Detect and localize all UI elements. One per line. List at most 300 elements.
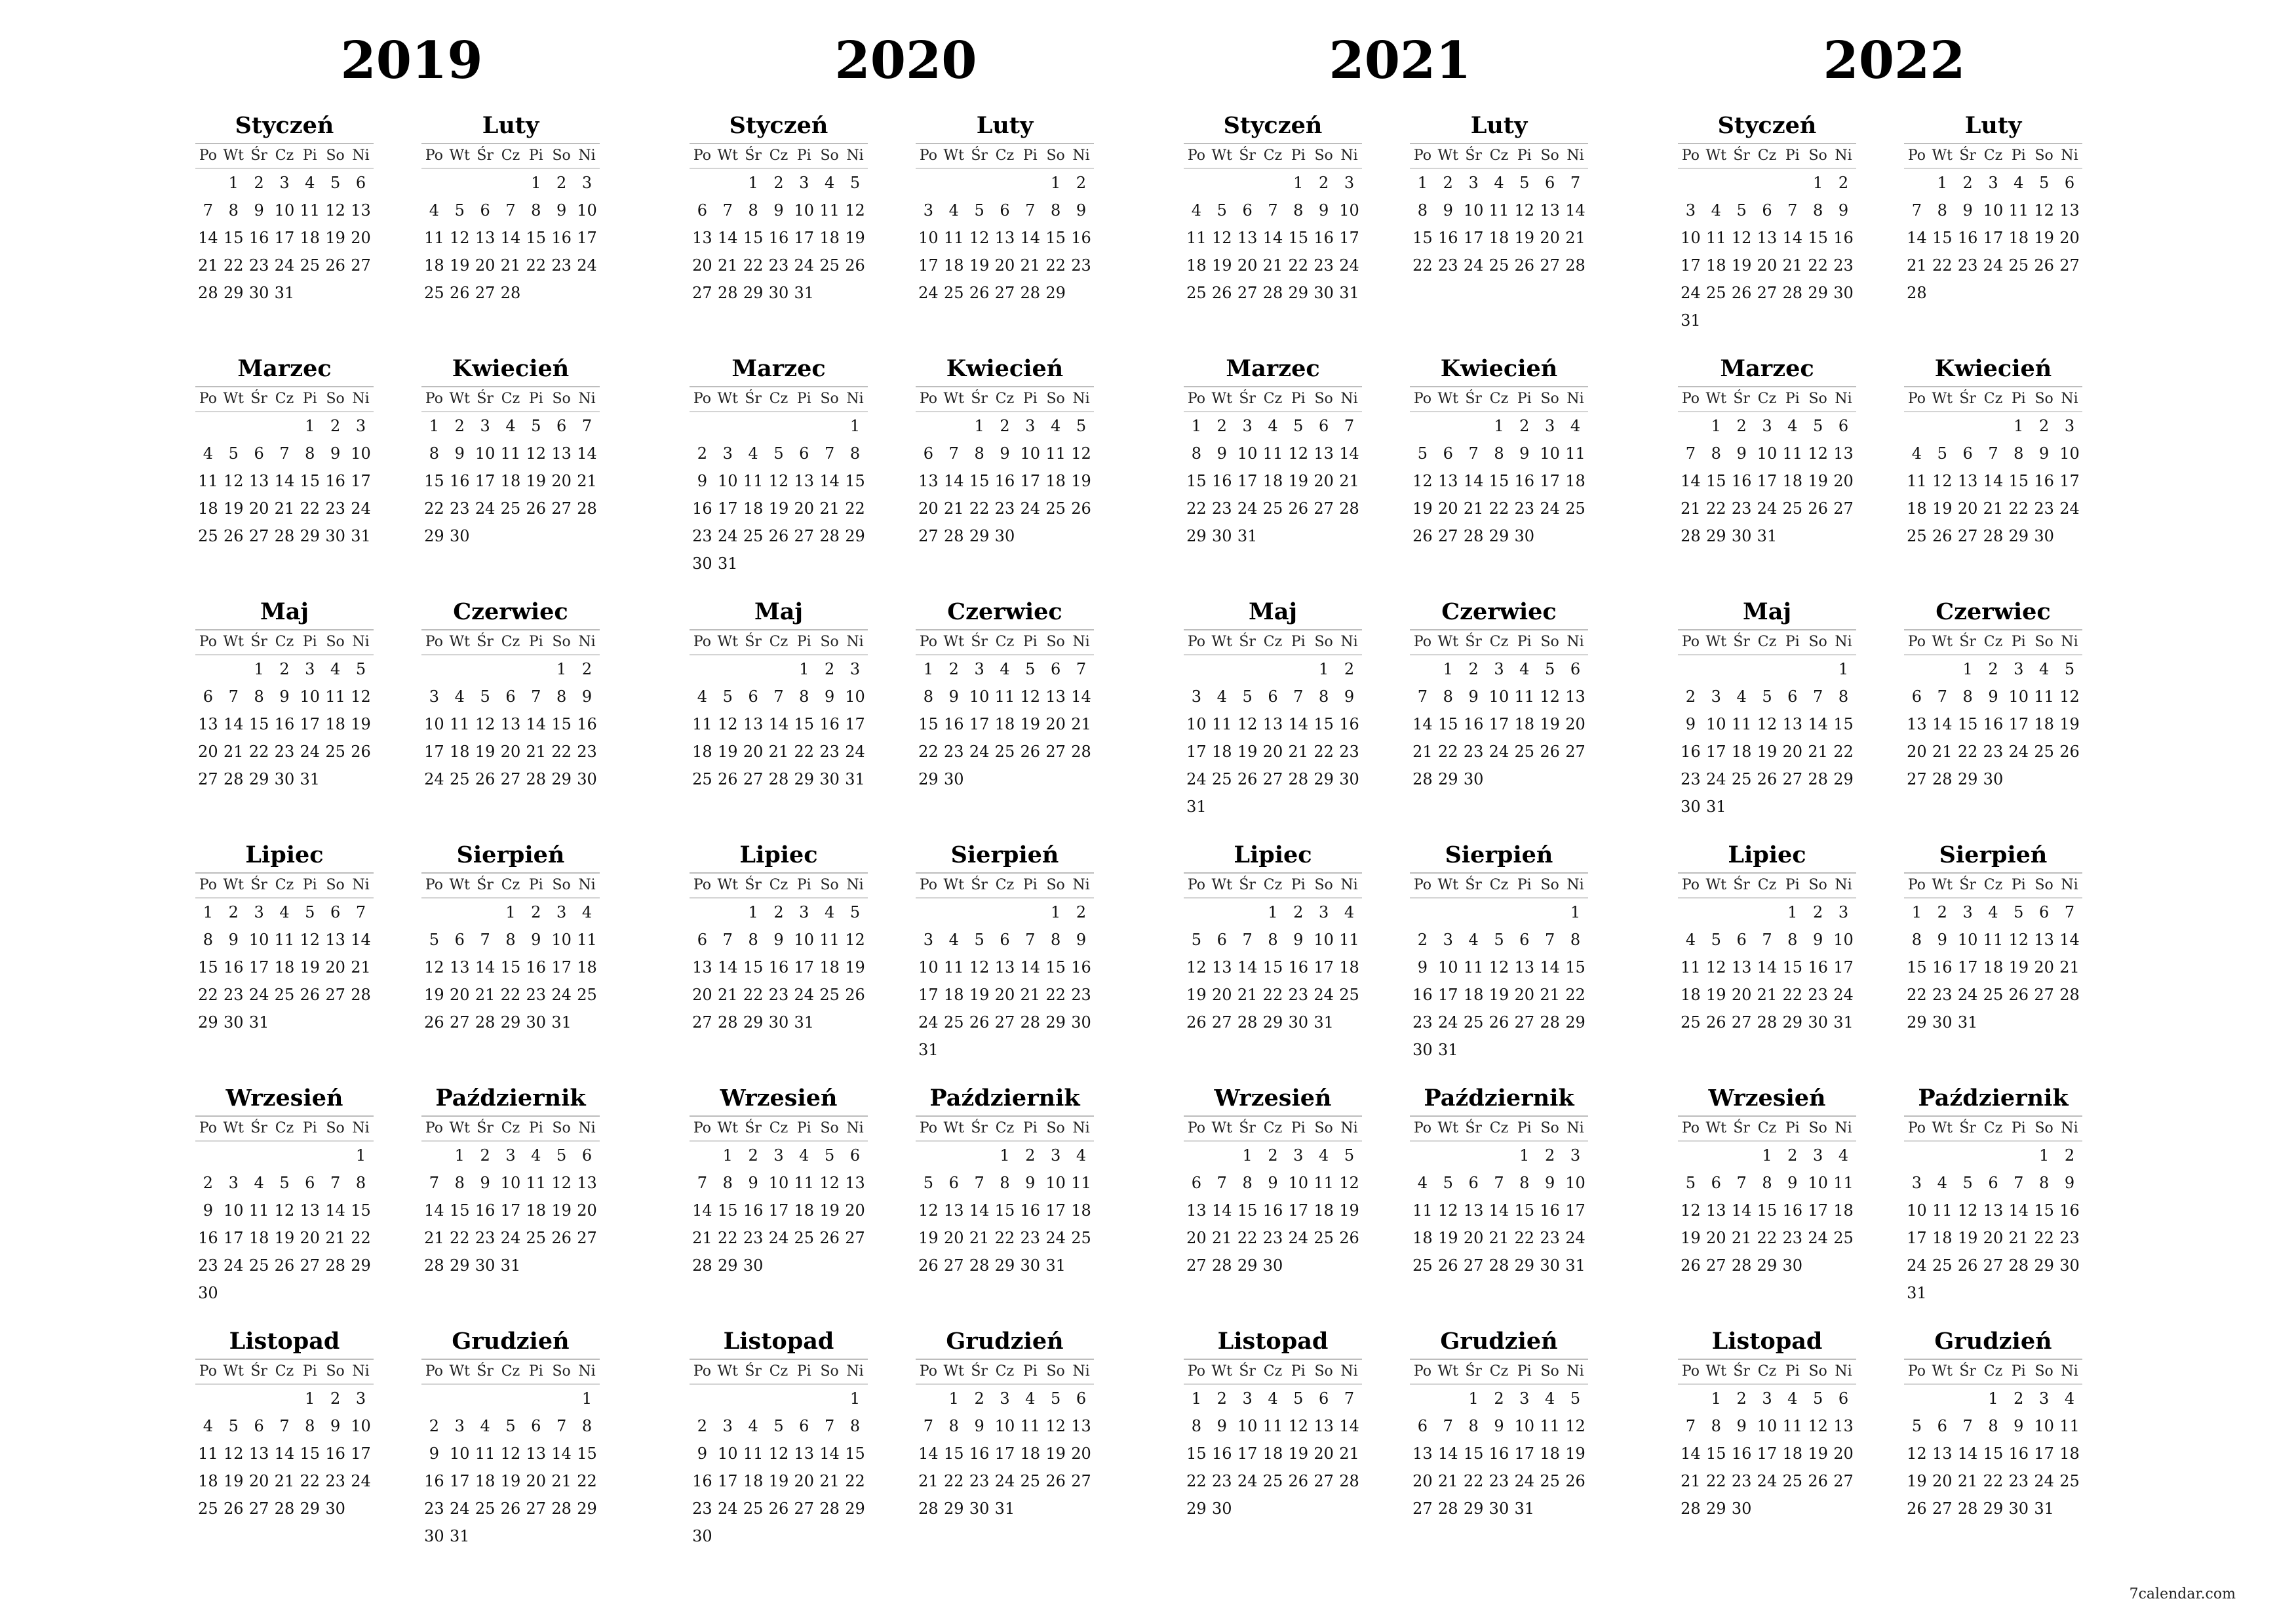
day-cell [690,169,715,197]
weekday-label: So [1808,1363,1827,1380]
week-row [1410,224,1588,252]
day-cell: 27 [500,770,521,788]
weekday-label: Pi [796,1363,811,1380]
day-cell: 20 [1071,1444,1091,1463]
day-cell: 19 [325,229,345,247]
day-cell [967,1142,992,1169]
day-cell: 31 [918,1041,939,1059]
day-cell: 22 [743,986,764,1004]
day-cell: 23 [325,499,345,518]
day-cell: 25 [1262,1472,1283,1490]
day-cell: 4 [1988,903,1998,921]
day-cell: 28 [526,770,547,788]
day-cell: 6 [1570,660,1581,678]
day-cell: 19 [1705,986,1726,1004]
day-cell: 2 [1293,903,1304,921]
week-row [1184,197,1362,224]
day-cell: 9 [1787,1174,1798,1192]
day-cell: 28 [918,1499,939,1518]
day-cell: 23 [475,1229,496,1247]
day-cell [741,1522,766,1550]
day-cell: 4 [2014,174,2024,192]
day-cell: 9 [480,1174,490,1192]
day-cell: 18 [1782,1444,1803,1463]
day-cell: 7 [1736,1174,1747,1192]
weekday-label: So [1540,391,1559,407]
day-cell [1260,522,1286,550]
day-cell: 24 [1489,743,1509,761]
day-cell: 19 [223,499,244,518]
year-block-2021 [1184,0,1616,1573]
day-cell: 22 [1757,1229,1778,1247]
day-cell [1336,1009,1362,1036]
day-cell: 13 [1211,958,1232,976]
weekday-label: Wt [1437,147,1458,164]
day-cell: 26 [1288,499,1309,518]
day-cell: 13 [500,715,521,733]
weekday-label: So [1314,634,1333,650]
day-cell [1017,1036,1043,1064]
day-cell: 16 [1540,1201,1560,1220]
week-row [1184,495,1362,522]
day-cell: 28 [1681,1499,1701,1518]
day-cell: 26 [424,1013,444,1032]
week-row [690,926,868,954]
week-row [195,197,374,224]
weekday-header [1678,872,1856,899]
day-cell: 30 [1514,527,1535,545]
day-cell [941,1036,967,1064]
day-cell: 23 [1731,1472,1752,1490]
day-cell: 2 [697,1417,708,1435]
day-cell: 22 [794,743,815,761]
day-cell: 17 [577,229,597,247]
month-name: Marzec [237,355,332,382]
day-cell: 4 [825,174,835,192]
day-cell: 25 [1983,986,2004,1004]
weekday-label: Ni [1566,391,1584,407]
week-row [421,1522,600,1550]
day-cell: 10 [1540,444,1560,463]
day-cell: 2 [1319,174,1329,192]
day-cell: 31 [500,1256,521,1275]
day-cell: 10 [2008,687,2029,706]
day-cell: 11 [1833,1174,1854,1192]
month-name: Marzec [1226,355,1320,382]
day-cell [842,1522,868,1550]
day-cell: 1 [1519,1146,1530,1165]
month-block [195,838,374,1036]
weekday-label: Cz [501,1120,520,1136]
day-cell: 6 [799,444,809,463]
day-cell: 25 [500,499,521,518]
weekday-label: Po [1681,1363,1700,1380]
day-cell: 30 [692,554,712,573]
day-cell: 28 [274,527,295,545]
day-cell: 21 [1983,499,2004,518]
week-row [1904,224,2082,252]
day-cell [1017,899,1043,926]
day-cell: 4 [1191,201,1202,220]
day-cell: 12 [1020,687,1041,706]
day-cell: 27 [325,986,345,1004]
day-cell: 22 [1489,499,1509,518]
day-cell: 2 [1268,1146,1278,1165]
day-cell: 17 [1237,1444,1258,1463]
weekday-label: Ni [1340,391,1358,407]
weekday-label: Wt [1705,147,1726,164]
day-cell: 21 [2008,1229,2029,1247]
weekday-label: Ni [846,877,864,893]
day-cell [1068,765,1094,793]
day-cell: 8 [1494,444,1504,463]
day-cell: 15 [1412,229,1433,247]
day-cell: 9 [2064,1174,2075,1192]
day-cell: 16 [994,472,1015,490]
weekday-label: Pi [528,877,543,893]
day-cell [2006,765,2031,793]
day-cell: 10 [500,1174,521,1192]
day-cell: 15 [223,229,244,247]
day-cell [1563,765,1588,793]
day-cell: 8 [305,1417,315,1435]
day-cell [297,1142,322,1169]
week-row [1904,1440,2082,1467]
day-cell [1780,522,1805,550]
day-cell: 7 [1468,444,1479,463]
day-cell: 22 [1313,743,1334,761]
day-cell: 15 [994,1201,1015,1220]
day-cell: 14 [1681,472,1701,490]
weekday-label: Cz [501,634,520,650]
day-cell: 16 [1932,958,1953,976]
day-cell [1831,307,1856,334]
day-cell: 26 [351,743,371,761]
day-cell [1930,279,1955,307]
month-name: Lipiec [1728,841,1806,868]
day-cell: 30 [198,1284,218,1302]
day-cell: 20 [1957,499,1978,518]
weekday-label: Śr [250,147,267,164]
day-cell: 5 [454,201,465,220]
day-cell [715,899,741,926]
day-cell: 7 [974,1174,984,1192]
day-cell: 8 [454,1174,465,1192]
day-cell [1410,655,1435,683]
weekday-label: Po [693,147,711,164]
day-cell: 8 [531,201,541,220]
day-cell: 5 [1570,1389,1581,1408]
day-cell: 9 [1962,201,1973,220]
day-cell: 24 [1757,1472,1778,1490]
day-cell: 11 [198,472,218,490]
day-cell: 6 [1988,1174,1998,1192]
day-cell: 22 [1186,499,1207,518]
day-cell: 15 [1514,1201,1535,1220]
day-cell: 23 [1071,986,1091,1004]
weekday-label: Wt [223,1363,244,1380]
day-cell: 1 [1711,417,1721,435]
day-cell: 28 [717,1013,738,1032]
day-cell: 27 [1412,1499,1433,1518]
day-cell: 21 [2059,958,2080,976]
weekday-label: Ni [846,147,864,164]
weekday-label: So [1540,1120,1559,1136]
day-cell [1981,412,2006,440]
day-cell [1311,793,1336,821]
day-cell: 27 [1071,1472,1091,1490]
day-cell: 9 [1494,1417,1504,1435]
day-cell: 31 [248,1013,269,1032]
weekday-header [1904,1359,2082,1385]
weekday-header [195,143,374,169]
week-row [1678,1252,1856,1279]
day-cell [421,1385,447,1412]
day-cell [967,765,992,793]
month-block [1184,352,1362,550]
day-cell: 13 [1731,958,1752,976]
day-cell: 26 [1757,770,1778,788]
day-cell: 22 [743,256,764,275]
month-block [1904,352,2082,550]
day-cell [322,765,348,793]
day-cell: 29 [943,1499,964,1518]
weekday-header [916,1359,1094,1385]
weekday-label: Po [693,1363,711,1380]
week-row [690,981,868,1009]
day-cell: 3 [1545,417,1555,435]
day-cell: 16 [475,1201,496,1220]
day-cell: 18 [819,229,840,247]
day-cell: 14 [717,958,738,976]
month-block [1678,352,1856,550]
day-cell: 17 [1907,1229,1927,1247]
day-cell: 12 [449,229,470,247]
week-row [1410,1495,1588,1522]
day-cell: 20 [500,743,521,761]
week-row [421,224,600,252]
week-row [690,765,868,793]
day-cell: 1 [1268,903,1278,921]
week-row [1678,1224,1856,1252]
day-cell: 21 [223,743,244,761]
day-cell: 25 [1731,770,1752,788]
weekday-label: So [2034,877,2053,893]
day-cell [941,899,967,926]
week-row [1410,1252,1588,1279]
week-row [1678,1169,1856,1197]
day-cell [715,1385,741,1412]
day-cell: 17 [475,472,496,490]
day-cell: 10 [1020,444,1041,463]
day-cell: 12 [1565,1417,1586,1435]
day-cell: 19 [1757,743,1778,761]
month-name: Sierpień [1939,841,2048,868]
weekday-label: Pi [796,147,811,164]
month-name: Październik [929,1085,1080,1112]
month-block [1678,1324,1856,1522]
day-cell: 15 [1237,1201,1258,1220]
day-cell: 8 [849,444,861,463]
day-cell: 12 [500,1444,521,1463]
day-cell: 15 [351,1201,371,1220]
day-cell: 3 [454,1417,465,1435]
day-cell: 8 [1838,687,1849,706]
day-cell: 16 [1514,472,1535,490]
day-cell: 20 [526,1472,547,1490]
month-block [421,838,600,1036]
day-cell: 14 [424,1201,444,1220]
day-cell: 17 [918,986,939,1004]
day-cell: 15 [743,229,764,247]
weekday-label: Pi [2011,1120,2026,1136]
day-cell: 21 [475,986,496,1004]
day-cell: 20 [1565,715,1586,733]
weekday-label: Ni [846,391,864,407]
week-row [421,1385,600,1412]
day-cell [916,899,941,926]
day-cell [221,412,246,440]
day-cell: 16 [325,472,345,490]
weekday-label: Wt [1932,1120,1953,1136]
day-cell: 4 [1216,687,1227,706]
day-cell: 9 [581,687,593,706]
month-name: Czerwiec [947,598,1062,625]
day-cell: 12 [1540,687,1560,706]
day-cell: 30 [1412,1041,1433,1059]
day-cell [1435,412,1461,440]
day-cell: 15 [424,472,444,490]
day-cell [766,655,792,683]
day-cell: 14 [274,472,295,490]
day-cell [348,1009,374,1036]
month-name: Sierpień [950,841,1059,868]
week-row [916,1385,1094,1412]
month-name: Grudzień [1440,1328,1558,1355]
weekday-label: Wt [1705,391,1726,407]
day-cell: 27 [692,1013,712,1032]
day-cell: 16 [325,1444,345,1463]
day-cell: 12 [223,472,244,490]
month-block [1410,838,1588,1064]
day-cell: 8 [1519,1174,1530,1192]
day-cell: 12 [768,472,789,490]
weekday-label: Śr [477,634,494,650]
week-row [1184,440,1362,467]
day-cell: 26 [845,986,865,1004]
weekday-label: Po [693,391,711,407]
day-cell: 19 [300,958,321,976]
day-cell: 3 [1685,201,1696,220]
day-cell: 17 [717,499,738,518]
day-cell: 22 [300,1472,321,1490]
weekday-header [421,872,600,899]
day-cell: 17 [768,1201,789,1220]
weekday-label: Ni [1072,1120,1090,1136]
weekday-header [195,629,374,655]
day-cell: 31 [794,284,815,302]
weekday-header [421,386,600,412]
day-cell: 23 [1833,256,1854,275]
weekday-label: So [1046,1120,1065,1136]
day-cell: 4 [429,201,440,220]
day-cell: 30 [692,1527,712,1545]
day-cell: 3 [505,1146,516,1165]
day-cell: 12 [1211,229,1232,247]
day-cell [842,279,868,307]
day-cell [421,899,447,926]
day-cell: 4 [279,903,290,921]
day-cell: 29 [1262,1013,1283,1032]
day-cell: 18 [1983,958,2004,976]
day-cell [195,655,221,683]
week-row [1184,252,1362,279]
day-cell: 28 [1437,1499,1458,1518]
day-cell: 27 [692,284,712,302]
week-row [690,495,868,522]
day-cell [1981,279,2006,307]
day-cell: 17 [1705,743,1726,761]
weekday-label: Cz [501,877,520,893]
weekday-header [195,386,374,412]
day-cell: 9 [1319,201,1329,220]
day-cell: 2 [531,903,541,921]
day-cell: 14 [274,1444,295,1463]
day-cell: 12 [1288,1417,1309,1435]
day-cell: 29 [1045,1013,1066,1032]
day-cell: 1 [1319,660,1329,678]
day-cell: 23 [994,499,1015,518]
weekday-label: Wt [1437,634,1458,650]
weekday-label: Pi [1785,634,1800,650]
day-cell: 25 [819,986,840,1004]
day-cell: 19 [1288,1444,1309,1463]
day-cell: 20 [1782,743,1803,761]
day-cell: 1 [1293,174,1304,192]
day-cell: 29 [1489,527,1509,545]
day-cell: 24 [1565,1229,1586,1247]
day-cell: 20 [1237,256,1258,275]
day-cell: 13 [1565,687,1586,706]
day-cell: 6 [1268,687,1278,706]
day-cell: 8 [305,444,315,463]
weekday-label: Po [693,1120,711,1136]
day-cell: 16 [577,715,597,733]
week-row [421,197,600,224]
day-cell: 6 [203,687,214,706]
day-cell: 16 [1313,229,1334,247]
day-cell: 17 [1833,958,1854,976]
day-cell: 25 [1932,1256,1953,1275]
day-cell [523,1385,549,1412]
day-cell: 18 [526,1201,547,1220]
day-cell: 21 [1339,1444,1359,1463]
month-block [195,1324,374,1522]
day-cell [1209,1142,1235,1169]
week-row [916,1197,1094,1224]
day-cell: 22 [248,743,269,761]
day-cell: 6 [254,1417,264,1435]
day-cell: 31 [1339,284,1359,302]
day-cell: 27 [994,284,1015,302]
day-cell: 9 [1838,201,1849,220]
day-cell: 6 [1911,687,1922,706]
weekday-label: Wt [449,634,470,650]
month-block [1678,109,1856,334]
day-cell: 3 [1762,417,1772,435]
day-cell: 9 [1268,1174,1278,1192]
day-cell: 16 [692,499,712,518]
